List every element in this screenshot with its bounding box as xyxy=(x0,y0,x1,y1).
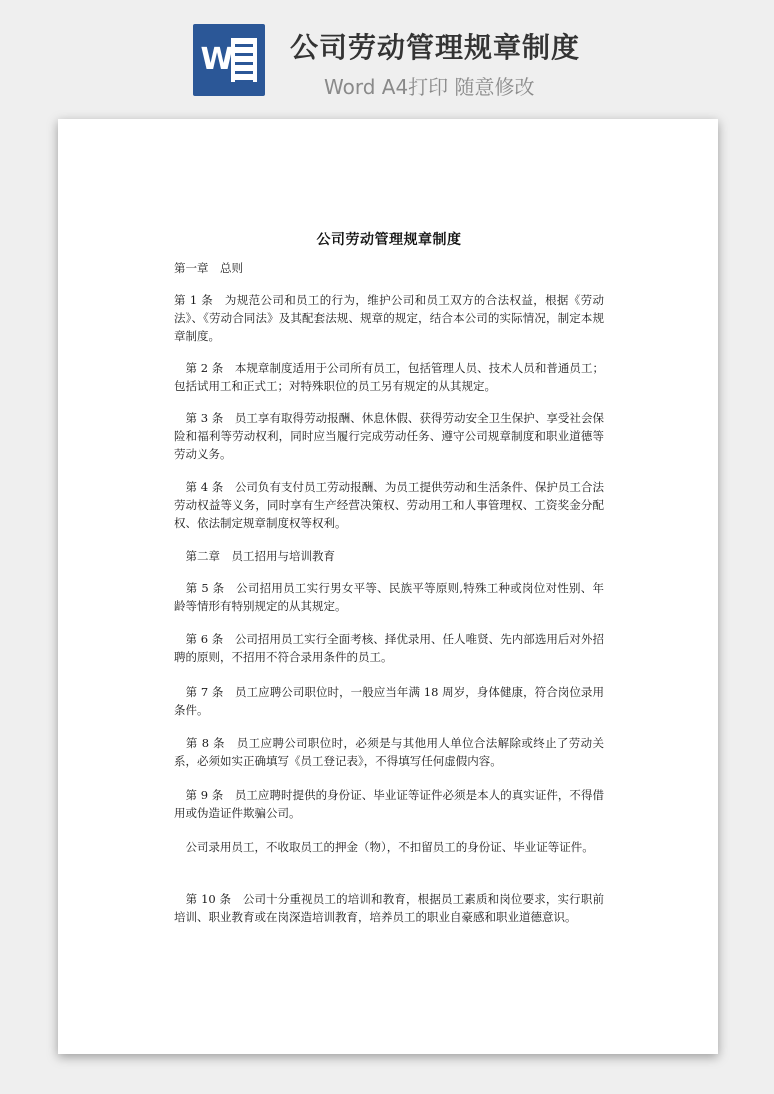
article-paragraph: 第 4 条 公司负有支付员工劳动报酬、为员工提供劳动和生活条件、保护员工合法劳动权益等义务，同时享有生产经营决策权、劳动用工和人事管理权、工资奖金分配权、依法制定规章制度权等权利。 xyxy=(174,480,604,530)
chapter-heading: 第一章 总则 xyxy=(174,261,243,275)
article-paragraph: 第 10 条 公司十分重视员工的培训和教育，根据员工素质和岗位要求，实行职前培训、职业教育或在岗深造培训教育，培养员工的职业自豪感和职业道德意识。 xyxy=(174,892,604,924)
article-paragraph: 第 9 条 员工应聘时提供的身份证、毕业证等证件必须是本人的真实证件，不得借用或伪造证件欺骗公司。 xyxy=(174,788,604,820)
article-paragraph: 第 2 条 本规章制度适用于公司所有员工，包括管理人员、技术人员和普通员工；包括试用工和正式工；对特殊职位的员工另有规定的从其规定。 xyxy=(174,361,604,393)
document-title: 公司劳动管理规章制度 xyxy=(316,232,462,248)
document-page xyxy=(58,119,718,1054)
article-paragraph: 公司录用员工，不收取员工的押金（物），不扣留员工的身份证、毕业证等证件。 xyxy=(174,840,594,854)
article-paragraph: 第 7 条 员工应聘公司职位时，一般应当年满 18 周岁，身体健康，符合岗位录用条件。 xyxy=(174,685,604,717)
article-paragraph: 第 6 条 公司招用员工实行全面考核、择优录用、任人唯贤、先内部选用后对外招聘的原则，不招用不符合录用条件的员工。 xyxy=(174,632,604,664)
template-title: 公司劳动管理规章制度 xyxy=(290,31,581,64)
article-paragraph: 第 3 条 员工享有取得劳动报酬、休息休假、获得劳动安全卫生保护、享受社会保险和福利等劳动权利，同时应当履行完成劳动任务、遵守公司规章制度和职业道德等劳动义务。 xyxy=(174,411,604,461)
template-header xyxy=(0,0,774,118)
article-paragraph: 第 8 条 员工应聘公司职位时，必须是与其他用人单位合法解除或终止了劳动关系，必须如实正确填写《员工登记表》，不得填写任何虚假内容。 xyxy=(174,736,604,768)
article-paragraph: 第 5 条 公司招用员工实行男女平等、民族平等原则,特殊工种或岗位对性别、年龄等情形有特别规定的从其规定。 xyxy=(174,581,604,613)
article-paragraph: 第 1 条 为规范公司和员工的行为，维护公司和员工双方的合法权益，根据《劳动法》、《劳动合同法》及其配套法规、规章的规定，结合本公司的实际情况，制定本规章制度。 xyxy=(174,293,604,343)
word-icon-letter: W xyxy=(200,42,234,77)
word-document-icon xyxy=(193,24,265,96)
chapter-heading: 第二章 员工招用与培训教育 xyxy=(174,549,335,563)
template-subtitle: Word A4打印 随意修改 xyxy=(324,75,535,99)
